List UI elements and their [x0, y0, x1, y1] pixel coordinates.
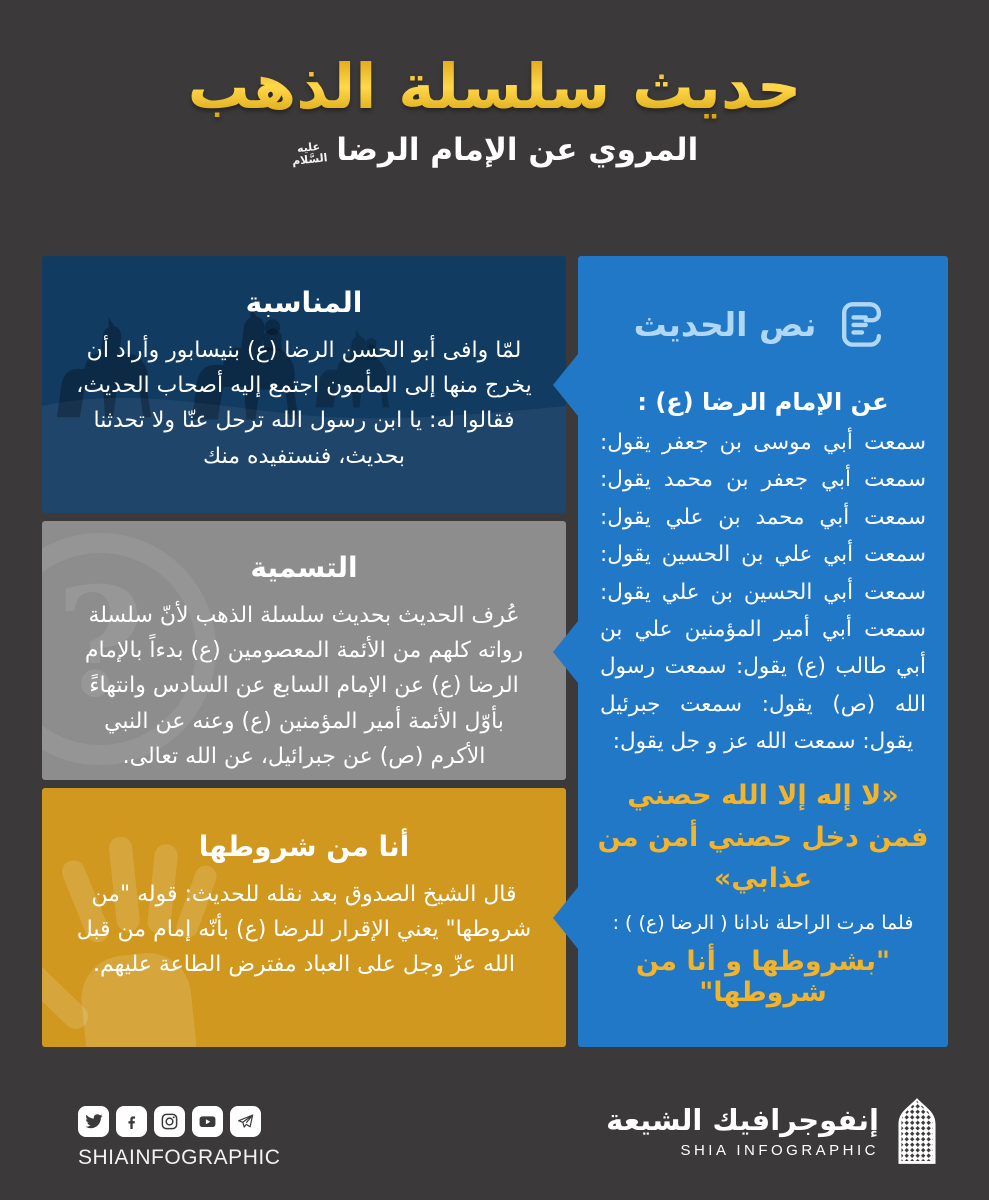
content-area [42, 256, 948, 1047]
question-mark-watermark: ? [42, 533, 216, 765]
scroll-icon [832, 294, 892, 354]
section-naming [42, 521, 566, 780]
section-occasion-title: المناسبة [245, 286, 363, 319]
section-conditions-body: قال الشيخ الصدوق بعد نقله للحديث: قوله "من شروطها" يعني الإقرار للرضا (ع) بأنّه إمام من قبل الله عزّ وجل على العباد مفترض الطاعة عليهم. [76, 882, 532, 978]
brand-block [606, 1098, 941, 1164]
page-subtitle [0, 132, 989, 168]
hadith-quote: «لا إله إلا الله حصني فمن دخل حصني أمن من عذابي» [597, 779, 929, 895]
brand-name-arabic: إنفوجرافيك الشيعة [606, 1103, 879, 1137]
facebook-icon[interactable] [116, 1106, 147, 1137]
hadith-condition: "بشروطها و أنا من شروطها" [635, 946, 891, 1009]
hadith-attribution: عن الإمام الرضا (ع) : [637, 388, 889, 416]
pbuh-calligraphy-mark: عليه السَّلام [291, 140, 328, 169]
hadith-chain: سمعت أبي موسى بن جعفر يقول: سمعت أبي جعفر بن محمد يقول: سمعت أبي محمد بن علي يقول: سمعت أبي علي بن الحسين يقول: سمعت أبي الحسين بن علي يقول: سمعت أبي أمير المؤمنين علي بن أبي طالب (ع) يقول: سمعت رسول الله (ص) يقول: سمعت جبرئيل يقول: سمعت الله عز و جل يقول: [600, 430, 926, 755]
section-occasion [42, 256, 566, 513]
section-naming-body: عُرف الحديث بحديث سلسلة الذهب لأنّ سلسلة رواته كلهم من الأئمة المعصومين (ع) بدءاً بالإمام الرضا (ع) عن الإمام السابع عن السادس وانتهاءً بأوّل الأئمة أمير المؤمنين (ع) وعنه عن النبي الأكرم (ص) عن جبرائيل، عن الله تعالى. [84, 603, 524, 769]
mosque-arch-logo [893, 1098, 941, 1164]
section-conditions-title: أنا من شروطها [198, 830, 410, 863]
left-column [42, 256, 566, 1047]
twitter-icon[interactable] [78, 1106, 109, 1137]
hadith-header-title: نص الحديث [633, 304, 817, 344]
telegram-icon[interactable] [230, 1106, 261, 1137]
section-naming-title: التسمية [250, 551, 358, 584]
hadith-header [578, 294, 948, 354]
section-conditions [42, 788, 566, 1047]
brand-name-english: SHIA INFOGRAPHIC [680, 1142, 879, 1159]
section-hadith-text [578, 256, 948, 1047]
social-icons [78, 1106, 280, 1137]
social-block [78, 1106, 280, 1170]
social-handle: SHIAINFOGRAPHIC [78, 1146, 281, 1169]
header [0, 50, 989, 168]
hadith-note: فلما مرت الراحلة نادانا ( الرضا (ع) ) : [612, 912, 914, 935]
section-occasion-body: لمّا وافى أبو الحسن الرضا (ع) بنيسابور وأراد أن يخرج منها إلى المأمون اجتمع إليه أصحاب الحديث، فقالوا له: يا ابن رسول الله ترحل عنّا ولا تحدثنا بحديث، فنستفيده منك [76, 338, 532, 469]
youtube-icon[interactable] [192, 1106, 223, 1137]
subtitle-text: المروي عن الإمام الرضا [336, 132, 699, 169]
instagram-icon[interactable] [154, 1106, 185, 1137]
page-title: حديث سلسلة الذهب [187, 50, 802, 123]
footer [0, 1090, 989, 1182]
